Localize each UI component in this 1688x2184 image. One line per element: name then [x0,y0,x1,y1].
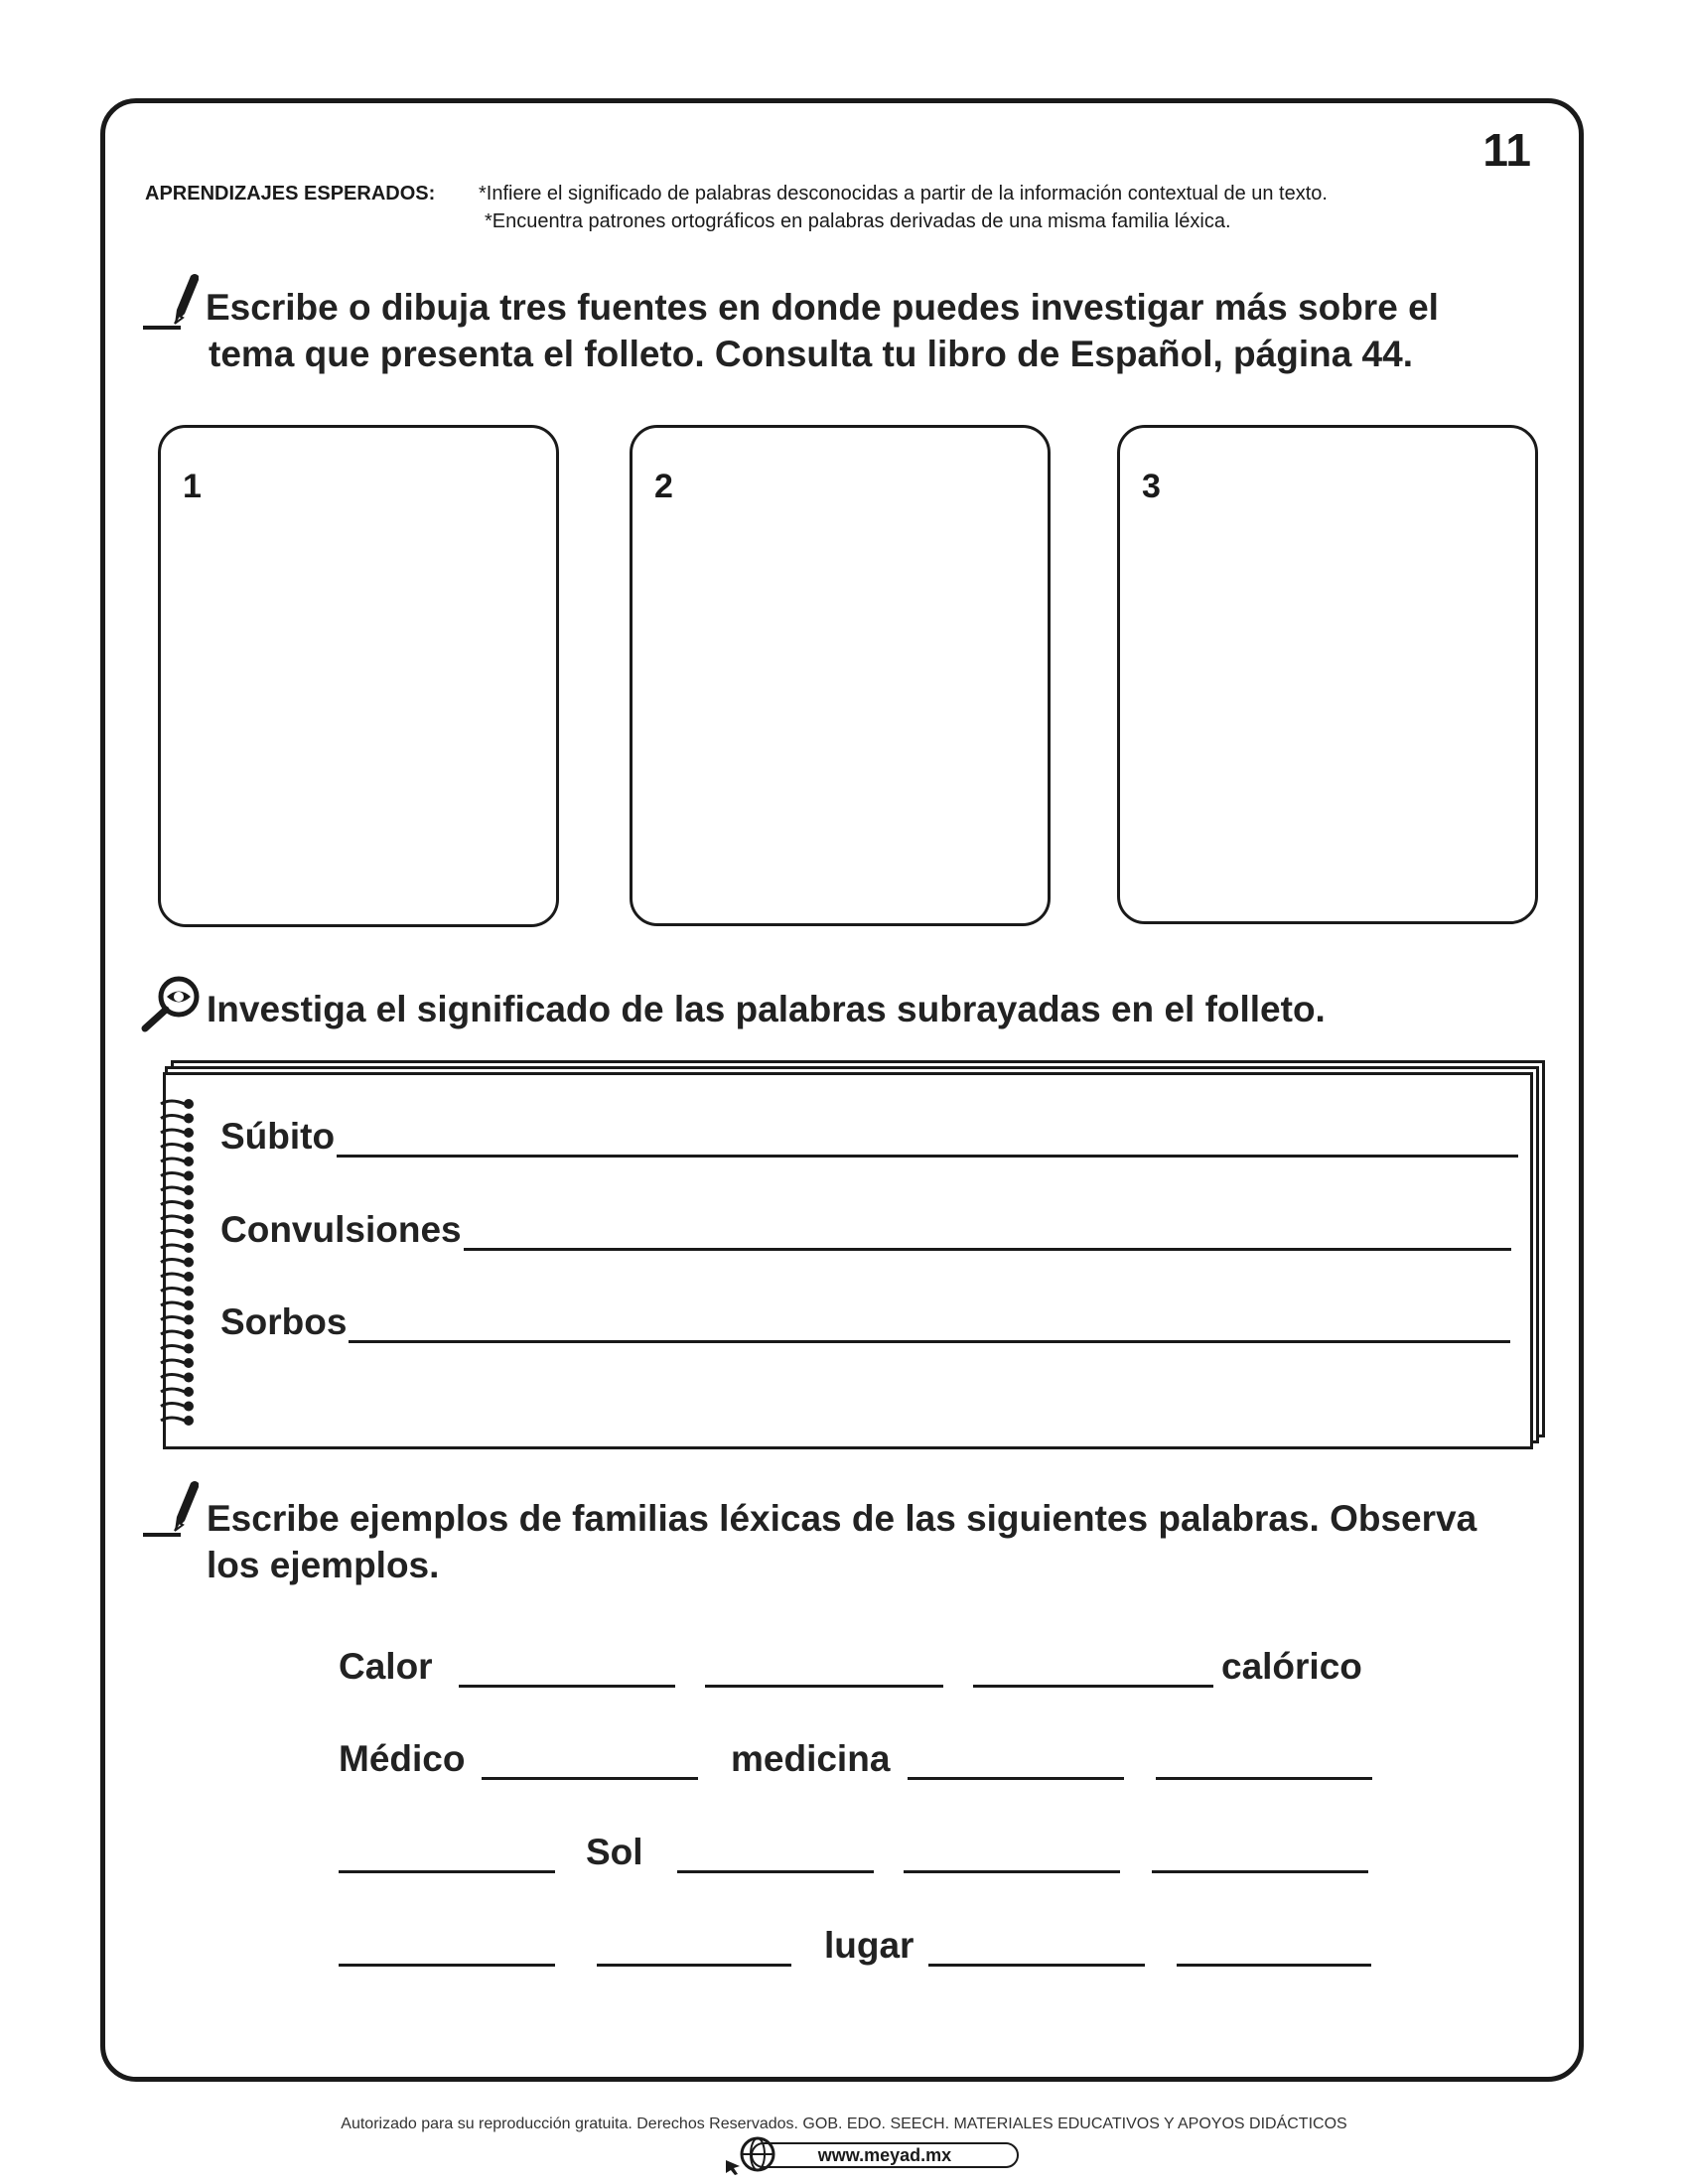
spiral-hole [184,1214,194,1224]
definition-row-subito [220,1116,1518,1158]
spiral-hole [184,1128,194,1138]
spiral-hole [184,1185,194,1195]
family-blank[interactable] [597,1964,791,1967]
spiral-hole [184,1171,194,1181]
spiral-hole [184,1358,194,1368]
spiral-ring [161,1289,185,1292]
instruction-familias-cont: los ejemplos. [207,1545,440,1585]
notebook-spiral [159,1098,199,1435]
family-word: Calor [339,1646,433,1687]
spiral-ring [161,1389,185,1392]
spiral-hole [184,1157,194,1166]
family-word: Médico [339,1738,466,1779]
definition-row-convulsiones [220,1209,1511,1251]
page-number: 11 [1482,124,1531,176]
spiral-ring [161,1116,185,1119]
family-word: lugar [824,1925,914,1966]
pencil-icon [141,270,203,332]
aprendizaje-1: *Infiere el significado de palabras desconocidas a partir de la información contextual de un texto. [479,183,1328,205]
spiral-ring [161,1331,185,1334]
box-number: 2 [654,468,673,505]
spiral-hole [184,1402,194,1412]
spiral-ring [161,1173,185,1176]
family-blank[interactable] [1177,1964,1371,1967]
family-blank[interactable] [339,1870,555,1873]
spiral-ring [161,1231,185,1234]
spiral-ring [161,1317,185,1320]
family-blank[interactable] [1156,1777,1372,1780]
answer-box-3[interactable] [1117,425,1538,924]
word-convulsiones: Convulsiones [220,1209,462,1250]
spiral-ring [161,1159,185,1161]
family-row-medico [0,1732,1688,1792]
magnifier-icon [141,975,203,1032]
spiral-ring [161,1375,185,1378]
word-subito: Súbito [220,1116,336,1157]
spiral-hole [184,1387,194,1397]
family-row-lugar [0,1919,1688,1979]
spiral-hole [184,1114,194,1124]
spiral-ring [161,1274,185,1277]
spiral-hole [184,1287,194,1297]
spiral-ring [161,1360,185,1363]
spiral-ring [161,1145,185,1148]
spiral-hole [184,1200,194,1210]
answer-line-sorbos[interactable] [349,1310,1510,1343]
instruction-sources [206,284,1439,331]
spiral-hole [184,1229,194,1239]
spiral-ring [161,1260,185,1263]
spiral-ring [161,1404,185,1407]
spiral-hole [184,1373,194,1383]
family-blank[interactable] [459,1685,675,1688]
family-blank[interactable] [677,1870,874,1873]
answer-box-1[interactable] [158,425,559,927]
instruction-line: tema que presenta el folleto. Consulta tu libro de Español, página 44. [209,334,1413,374]
family-blank[interactable] [908,1777,1124,1780]
family-blank[interactable] [482,1777,698,1780]
family-blank[interactable] [904,1870,1120,1873]
spiral-ring [161,1187,185,1190]
family-blank[interactable] [1152,1870,1368,1873]
pencil-icon [141,1477,203,1539]
word-sorbos: Sorbos [220,1301,348,1342]
spiral-hole [184,1243,194,1253]
instruction-line: Escribe o dibuja tres fuentes en donde puedes investigar más sobre el [206,287,1439,328]
instruction-familias: Escribe ejemplos de familias léxicas de las siguientes palabras. Observa [207,1498,1477,1539]
answer-box-2[interactable] [630,425,1051,926]
spiral-ring [161,1418,185,1421]
family-word: calórico [1221,1646,1362,1687]
family-row-calor [0,1640,1688,1700]
spiral-hole [184,1272,194,1282]
footer-url[interactable]: www.meyad.mx [751,2142,1019,2168]
family-blank[interactable] [973,1685,1213,1688]
family-word: medicina [731,1738,891,1779]
spiral-hole [184,1315,194,1325]
spiral-ring [161,1346,185,1349]
answer-line-convulsiones[interactable] [464,1218,1511,1251]
spiral-ring [161,1202,185,1205]
notebook [159,1060,1549,1449]
spiral-rings [159,1098,199,1435]
spiral-hole [184,1258,194,1268]
spiral-ring [161,1302,185,1305]
spiral-hole [184,1099,194,1109]
instruction-investiga: Investiga el significado de las palabras subrayadas en el folleto. [207,989,1326,1029]
instruction-sources-cont [209,331,1413,377]
family-blank[interactable] [339,1964,555,1967]
aprendizajes-label: APRENDIZAJES ESPERADOS: [145,183,436,205]
family-row-sol [0,1826,1688,1885]
footer-copyright: Autorizado para su reproducción gratuita. Derechos Reservados. GOB. EDO. SEECH. MATERIALES EDUCATIVOS Y APOYOS DIDÁCTICOS [341,2116,1347,2132]
spiral-ring [161,1101,185,1104]
spiral-ring [161,1245,185,1248]
spiral-hole [184,1416,194,1426]
family-word: Sol [586,1832,643,1872]
box-number: 1 [183,468,202,505]
spiral-ring [161,1216,185,1219]
spiral-hole [184,1329,194,1339]
aprendizaje-2: *Encuentra patrones ortográficos en palabras derivadas de una misma familia léxica. [485,210,1231,232]
spiral-hole [184,1143,194,1153]
spiral-ring [161,1130,185,1133]
family-blank[interactable] [705,1685,943,1688]
definition-row-sorbos [220,1301,1510,1343]
spiral-hole [184,1344,194,1354]
spiral-hole [184,1300,194,1310]
family-blank[interactable] [928,1964,1145,1967]
box-number: 3 [1142,468,1161,505]
answer-line-subito[interactable] [337,1125,1518,1158]
